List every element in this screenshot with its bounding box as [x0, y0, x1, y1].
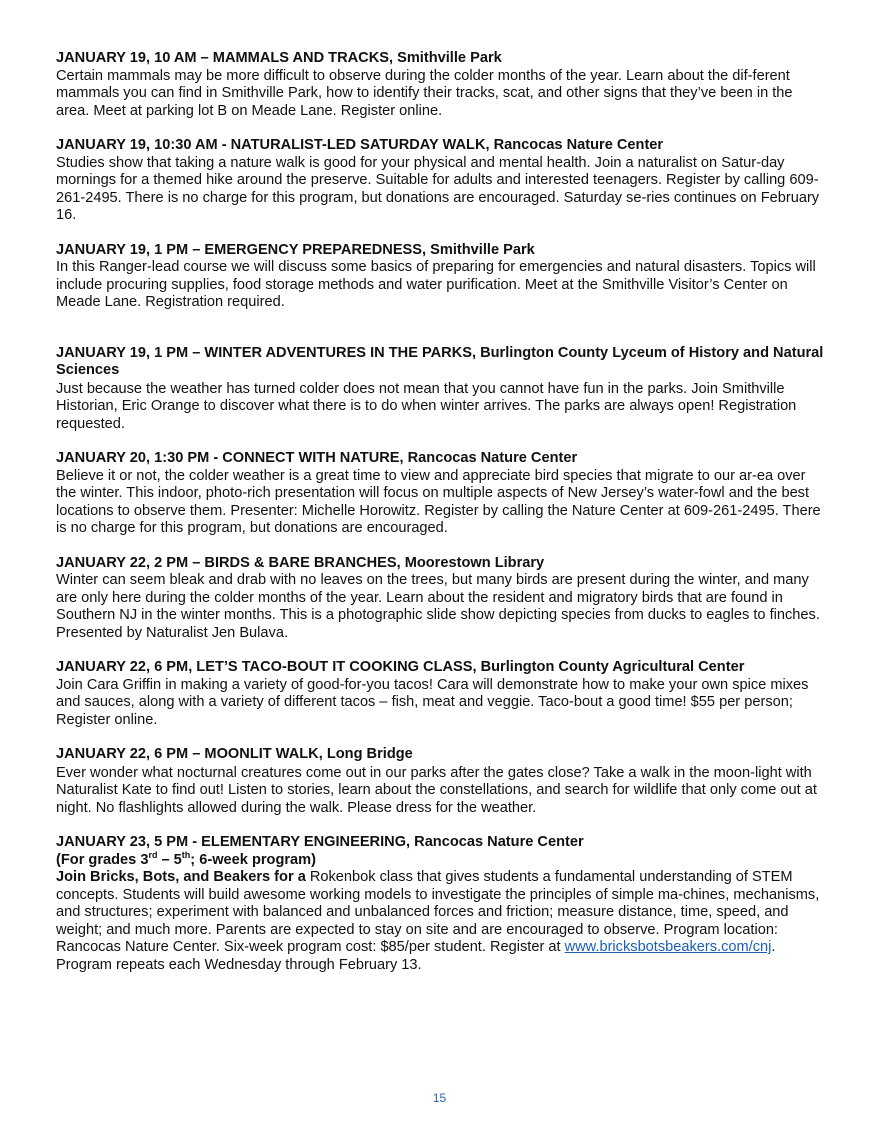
event-description: Join Cara Griffin in making a variety of good-for-you tacos! Cara will demonstrate how to make your own spice mixes and sauces, along with a variety of different tacos – fish, meat and veggie. Taco-bout a good time! $55 per person; Register online.: [56, 676, 809, 728]
event-title: JANUARY 23, 5 PM - ELEMENTARY ENGINEERING, Rancocas Nature Center: [56, 834, 584, 850]
page-number: 15: [432, 1091, 447, 1105]
event-emergency-preparedness: [56, 242, 826, 312]
document-page: [56, 50, 826, 974]
event-title: JANUARY 22, 6 PM, LET’S TACO-BOUT IT COOKING CLASS, Burlington County Agricultural Center: [56, 659, 745, 675]
event-title: JANUARY 19, 10 AM – MAMMALS AND TRACKS, Smithville Park: [56, 50, 502, 66]
event-description: Believe it or not, the colder weather is a great time to view and appreciate bird species that migrate to our ar-ea over the winter. This indoor, photo-rich presentation will focus on multiple aspects of New Jersey’s water-fowl and the best locations to observe them. Presenter: Michelle Horowitz. Register by calling the Nature Center at 609-261-2495. There is no charge for this program, but donations are encouraged.: [56, 467, 821, 536]
event-description: Winter can seem bleak and drab with no leaves on the trees, but many birds are present during the winter, and many are only here during the colder months of the year. Learn about the resident and migratory birds that are found in Southern NJ in the winter months. This is a photographic slide show depicting species from ducks to eagles to finches. Presented by Naturalist Jen Bulava.: [56, 572, 820, 641]
event-connect-with-nature: [56, 450, 826, 538]
event-grades: (For grades 3rd – 5th; 6-week program): [56, 849, 316, 868]
event-description: Join Bricks, Bots, and Beakers for a Rokenbok class that gives students a fundamental understanding of STEM concepts. Students will build awesome working models to investigate the principles of simple ma-chines, mechanisms, and structures; experiment with balanced and unbalanced forces and friction; measure distance, time, speed, and weight; and much more. Parents are expected to stay on site and are encouraged to observe. Program location: Rancocas Nature Center. Six-week program cost: $85/per student. Register at www.bricksbotsbeakers.com/cnj. Program repeats each Wednesday through February 13.: [56, 869, 820, 973]
event-title: JANUARY 19, 10:30 AM - NATURALIST-LED SATURDAY WALK, Rancocas Nature Center: [56, 137, 664, 153]
event-description: Certain mammals may be more difficult to observe during the colder months of the year. Learn about the dif-ferent mammals you can find in Smithville Park, how to identify their tracks, scat, and other signs that they’ve been in the area. Meet at parking lot B on Meade Lane. Register online.: [56, 67, 793, 119]
event-title: JANUARY 20, 1:30 PM - CONNECT WITH NATURE, Rancocas Nature Center: [56, 450, 578, 466]
event-winter-adventures: [56, 345, 826, 434]
lead-text: Join Bricks, Bots, and Beakers for a: [56, 869, 310, 885]
event-taco-cooking-class: [56, 659, 826, 729]
event-description: In this Ranger-lead course we will discuss some basics of preparing for emergencies and natural disasters. Topics will include procuring supplies, food storage methods and water purification. Meet at the Smithville Visitor’s Center on Meade Lane. Registration required.: [56, 259, 816, 310]
event-elementary-engineering: [56, 834, 826, 974]
event-birds-bare-branches: [56, 555, 826, 643]
event-moonlit-walk: [56, 746, 826, 817]
event-title: JANUARY 22, 2 PM – BIRDS & BARE BRANCHES, Moorestown Library: [56, 554, 545, 571]
event-description: Ever wonder what nocturnal creatures come out in our parks after the gates close? Take a walk in the moon-light with Naturalist Kate to find out! Listen to stories, learn about the constellations, and search for wildlife that only come out at night. No flashlights allowed during the walk. Please dress for the weather.: [56, 764, 817, 816]
event-naturalist-saturday-walk: [56, 137, 826, 225]
register-link[interactable]: www.bricksbotsbeakers.com/cnj: [564, 939, 772, 955]
event-description: Just because the weather has turned colder does not mean that you cannot have fun in the parks. Join Smithville Historian, Eric Orange to discover what there is to do when winter arrives. The parks are always open! Registration requested.: [56, 380, 797, 432]
event-title: JANUARY 19, 1 PM – WINTER ADVENTURES IN THE PARKS, Burlington County Lyceum of History and Natural Sciences: [56, 344, 824, 378]
event-description: Studies show that taking a nature walk is good for your physical and mental health. Join a naturalist on Satur-day mornings for a themed hike around the preserve. Suitable for adults and interested teenagers. Register by calling 609-261-2495. There is no charge for this program, but donations are encouraged. Saturday se-ries continues on February 16.: [56, 154, 820, 223]
event-title: JANUARY 22, 6 PM – MOONLIT WALK, Long Bridge: [56, 746, 413, 762]
event-mammals-and-tracks: [56, 50, 826, 120]
event-title: JANUARY 19, 1 PM – EMERGENCY PREPAREDNESS, Smithville Park: [56, 241, 535, 258]
